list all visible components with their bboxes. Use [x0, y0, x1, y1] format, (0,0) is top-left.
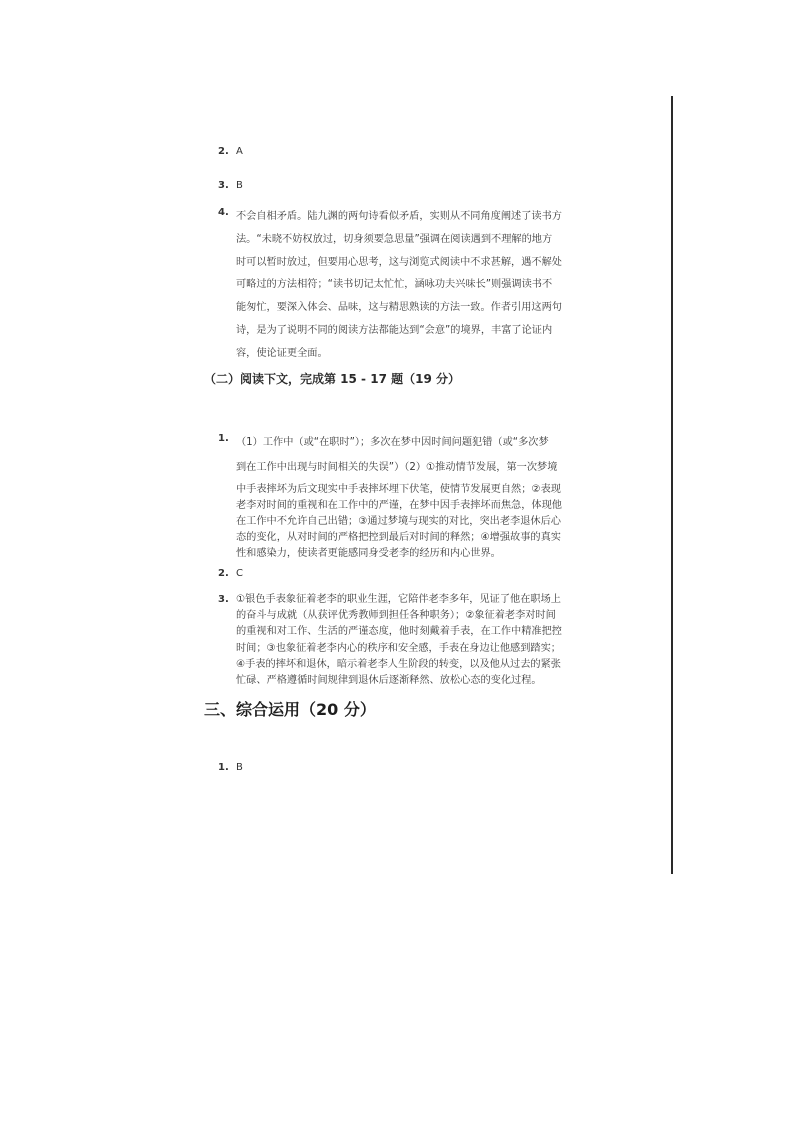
item-answer: B	[236, 180, 243, 191]
answer-line: 法。“未晓不妨权放过，切身须要急思量”强调在阅读遇到不理解的地方	[236, 233, 553, 245]
answer-line: 时间；③也象征着老李内心的秩序和安全感，手表在身边让他感到踏实；	[236, 642, 561, 654]
answer-line: 能匆忙，要深入体会、品味，这与精思熟读的方法一致。作者引用这两句	[236, 302, 562, 314]
answer-line: ①银色手表象征着老李的职业生涯，它陪伴老李多年，见证了他在职场上	[236, 594, 561, 605]
answer-line: 态的变化，从对时间的严格把控到最后对时间的释然；④增强故事的真实	[236, 532, 561, 543]
item-number: 2.	[218, 146, 229, 157]
answer-line: 不会自相矛盾。陆九渊的两句诗看似矛盾，实则从不同角度阐述了读书方	[236, 211, 562, 222]
item-number: 3.	[218, 180, 229, 191]
answer-line: 忙碌、严格遵循时间规律到退休后逐渐释然、放松心态的变化过程。	[236, 675, 542, 687]
answer-line: 到在工作中出现与时间相关的失误”）（2）①推动情节发展，第一次梦境	[236, 462, 558, 473]
answer-line: 性和感染力，使读者更能感同身受老李的经历和内心世界。	[236, 548, 501, 559]
item-number: 3.	[218, 594, 229, 605]
margin-rule	[671, 96, 673, 874]
answer-line: 容，使论证更全面。	[236, 347, 328, 359]
item-number: 4.	[218, 207, 229, 218]
answer-line: 的奋斗与成就（从获评优秀教师到担任各种职务）；②象征着老李对时间	[236, 610, 556, 622]
item-answer: A	[236, 146, 243, 157]
answer-paragraph	[236, 206, 562, 366]
item-number: 2.	[218, 568, 229, 579]
answer-line: 中手表摔坏为后文现实中手表摔坏埋下伏笔，使情节发展更自然；②表现	[236, 484, 561, 495]
answer-line: 老李对时间的重视和在工作中的严谨，在梦中因手表摔坏而焦急，体现他	[236, 500, 562, 511]
answer-line: （1）工作中（或“在职时”）；多次在梦中因时间问题犯错（或“多次梦	[236, 437, 549, 448]
answer-line: 的重视和对工作、生活的严谨态度，他时刻戴着手表，在工作中精准把控	[236, 626, 562, 638]
item-answer: B	[236, 762, 243, 773]
item-answer: C	[236, 568, 243, 579]
section-heading: 三、综合运用（20 分）	[204, 700, 376, 719]
item-number: 1.	[218, 762, 229, 773]
answer-paragraph	[236, 592, 562, 689]
section-heading: （二）阅读下文，完成第 15 - 17 题（19 分）	[204, 372, 460, 386]
answer-line: 时可以暂时放过，但要用心思考，这与浏览式阅读中不求甚解，遇不解处	[236, 256, 562, 268]
answer-line: 可略过的方法相符；“读书切记太忙忙，涵咏功夫兴味长”则强调读书不	[236, 279, 553, 291]
answer-line: 在工作中不允许自己出错；③通过梦境与现实的对比，突出老李退休后心	[236, 516, 561, 527]
answer-line: ④手表的摔坏和退休，暗示着老李人生阶段的转变，以及他从过去的紧张	[236, 658, 561, 670]
answer-paragraph	[236, 432, 562, 562]
item-number: 1.	[218, 433, 229, 444]
answer-line: 诗，是为了说明不同的阅读方法都能达到“会意”的境界，丰富了论证内	[236, 324, 553, 336]
